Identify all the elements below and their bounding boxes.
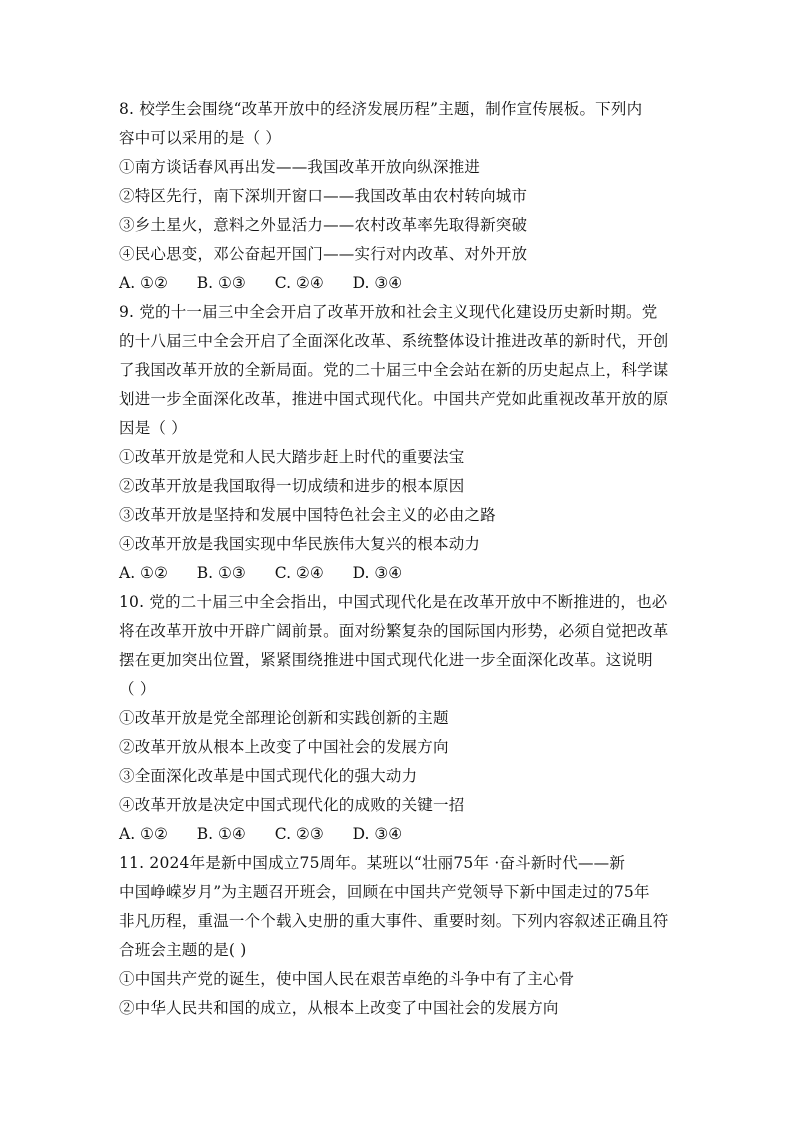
question-stem-line: 的十八届三中全会开启了全面深化改革、系统整体设计推进改革的新时代，开创 — [119, 332, 669, 350]
question-stem-line: 了我国改革开放的全新局面。党的二十届三中全会站在新的历史起点上，科学谋 — [119, 361, 669, 379]
answer-choice-b: B. ①③ — [196, 274, 246, 292]
question-11 — [119, 849, 679, 1023]
answer-choice-c: C. ②④ — [274, 564, 324, 582]
option-statement: ②特区先行，南下深圳开窗口——我国改革由农村转向城市 — [119, 187, 528, 205]
option-statement: ③全面深化改革是中国式现代化的强大动力 — [119, 767, 418, 785]
option-statement: ②改革开放从根本上改变了中国社会的发展方向 — [119, 738, 449, 756]
question-stem-line: 摆在更加突出位置，紧紧围绕推进中国式现代化进一步全面深化改革。这说明 — [119, 651, 653, 669]
answer-choice-d: D. ③④ — [352, 825, 403, 843]
question-9 — [119, 298, 679, 588]
question-stem-line: 10. 党的二十届三中全会指出，中国式现代化是在改革开放中不断推进的，也必 — [119, 593, 668, 611]
answer-choices — [119, 269, 679, 298]
answer-choice-d: D. ③④ — [352, 274, 403, 292]
question-stem-line: 11. 2024年是新中国成立75周年。某班以“壮丽75年 ·奋斗新时代——新 — [119, 854, 626, 872]
answer-choice-c: C. ②③ — [274, 825, 324, 843]
question-stem-line: 因是（ ） — [119, 419, 187, 437]
question-stem-line: 将在改革开放中开辟广阔前景。面对纷繁复杂的国际国内形势，必须自觉把改革 — [119, 622, 669, 640]
option-statement: ②改革开放是我国取得一切成绩和进步的根本原因 — [119, 477, 465, 495]
question-stem-line: （ ） — [119, 680, 156, 698]
exam-page — [119, 95, 679, 1023]
option-statement: ①南方谈话春风再出发——我国改革开放向纵深推进 — [119, 158, 481, 176]
answer-choice-c: C. ②④ — [274, 274, 324, 292]
answer-choice-b: B. ①③ — [196, 564, 246, 582]
option-statement: ①改革开放是党全部理论创新和实践创新的主题 — [119, 709, 449, 727]
answer-choices — [119, 559, 679, 588]
answer-choice-b: B. ①④ — [196, 825, 246, 843]
answer-choice-a: A. ①② — [119, 564, 168, 582]
option-statement: ③改革开放是坚持和发展中国特色社会主义的必由之路 — [119, 506, 496, 524]
option-statement: ①中国共产党的诞生，使中国人民在艰苦卓绝的斗争中有了主心骨 — [119, 970, 575, 988]
question-stem-line: 9. 党的十一届三中全会开启了改革开放和社会主义现代化建设历史新时期。党 — [119, 303, 658, 321]
option-statement: ④改革开放是我国实现中华民族伟大复兴的根本动力 — [119, 535, 481, 553]
question-stem-line: 中国峥嵘岁月”为主题召开班会，回顾在中国共产党领导下新中国走过的75年 — [119, 883, 650, 901]
question-stem-line: 划进一步全面深化改革，推进中国式现代化。中国共产党如此重视改革开放的原 — [119, 390, 669, 408]
option-statement: ③乡土星火，意料之外显活力——农村改革率先取得新突破 — [119, 216, 528, 234]
option-statement: ④民心思变，邓公奋起开国门——实行对内改革、对外开放 — [119, 245, 528, 263]
question-stem-line: 非凡历程，重温一个个载入史册的重大事件、重要时刻。下列内容叙述正确且符 — [119, 912, 669, 930]
question-stem-line: 合班会主题的是( ) — [119, 941, 247, 959]
question-stem-line: 容中可以采用的是（ ） — [119, 129, 282, 147]
option-statement: ①改革开放是党和人民大踏步赶上时代的重要法宝 — [119, 448, 465, 466]
question-8 — [119, 95, 679, 298]
question-stem-line: 8. 校学生会围绕“改革开放中的经济发展历程”主题，制作宣传展板。下列内 — [119, 100, 643, 118]
option-statement: ②中华人民共和国的成立，从根本上改变了中国社会的发展方向 — [119, 999, 559, 1017]
question-10 — [119, 588, 679, 849]
answer-choice-a: A. ①② — [119, 274, 168, 292]
answer-choice-a: A. ①② — [119, 825, 168, 843]
option-statement: ④改革开放是决定中国式现代化的成败的关键一招 — [119, 796, 465, 814]
answer-choice-d: D. ③④ — [352, 564, 403, 582]
answer-choices — [119, 820, 679, 849]
